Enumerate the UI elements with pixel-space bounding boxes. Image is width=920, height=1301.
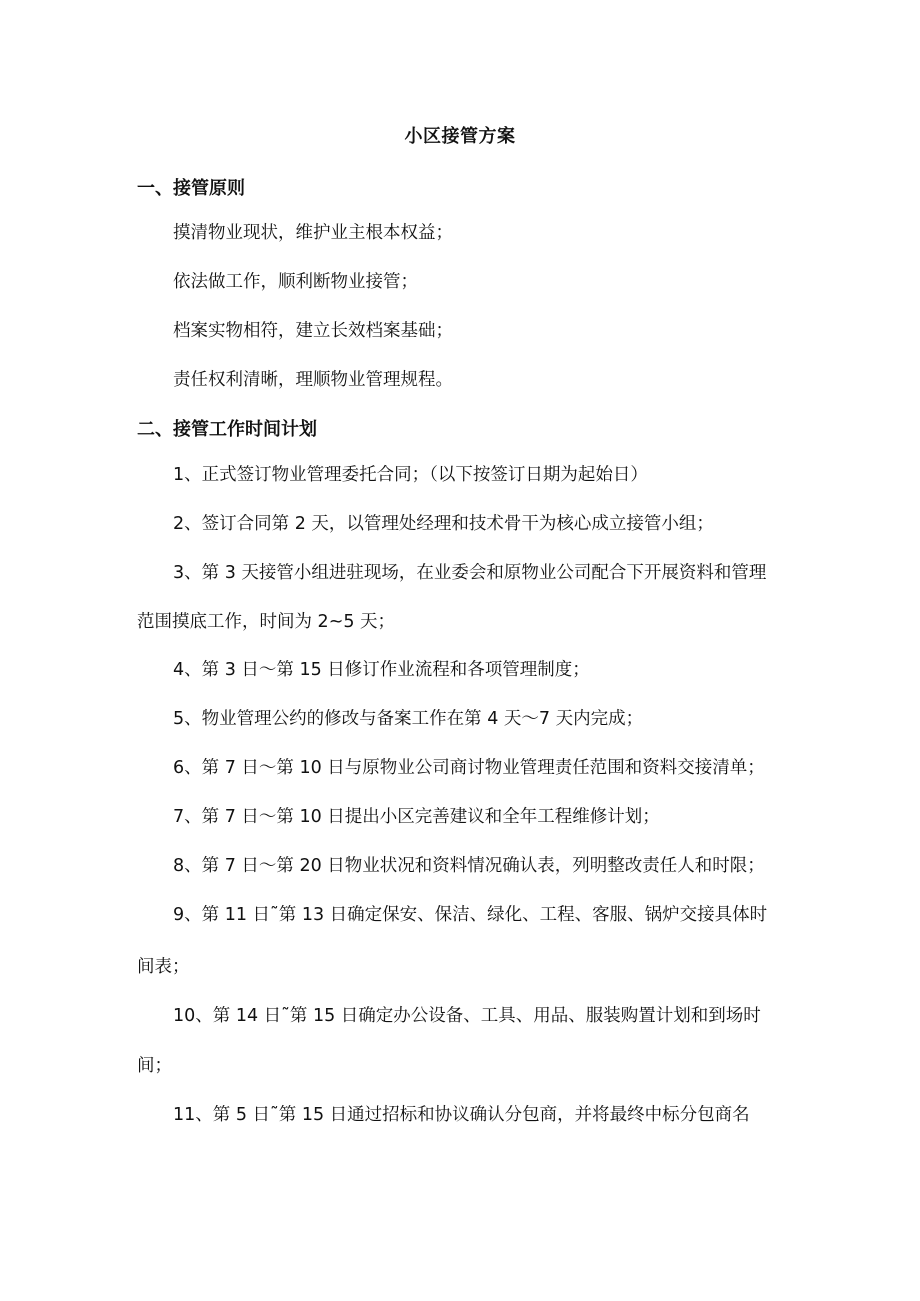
schedule-line: 2、签订合同第 2 天，以管理处经理和技术骨干为核心成立接管小组； [173,514,714,534]
schedule-line: 6、第 7 日～第 10 日与原物业公司商讨物业管理责任范围和资料交接清单； [173,758,765,778]
principle-item: 档案实物相符，建立长效档案基础； [173,321,453,341]
principle-item: 依法做工作，顺利断物业接管； [173,272,418,292]
schedule-line-continuation: 间； [137,1056,172,1076]
schedule-line: 11、第 5 日˜第 15 日通过招标和协议确认分包商，并将最终中标分包商名 [173,1105,750,1125]
section-heading-schedule: 二、接管工作时间计划 [137,419,317,440]
schedule-line: 4、第 3 日～第 15 日修订作业流程和各项管理制度； [173,660,590,680]
schedule-line-continuation: 范围摸底工作，时间为 2~5 天； [137,612,396,632]
schedule-line-continuation: 间表； [137,957,190,977]
principle-item: 责任权利清晰，理顺物业管理规程。 [173,370,453,390]
schedule-line: 3、第 3 天接管小组进驻现场，在业委会和原物业公司配合下开展资料和管理 [173,563,767,583]
schedule-line: 10、第 14 日˜第 15 日确定办公设备、工具、用品、服装购置计划和到场时 [173,1006,761,1026]
principle-item: 摸清物业现状，维护业主根本权益； [173,223,453,243]
schedule-line: 8、第 7 日～第 20 日物业状况和资料情况确认表，列明整改责任人和时限； [173,856,765,876]
document-title: 小区接管方案 [404,126,516,147]
schedule-line: 1、正式签订物业管理委托合同；（以下按签订日期为起始日） [173,465,648,485]
schedule-line: 7、第 7 日～第 10 日提出小区完善建议和全年工程维修计划； [173,807,660,827]
schedule-line: 5、物业管理公约的修改与备案工作在第 4 天～7 天内完成； [173,709,644,729]
section-heading-principles: 一、接管原则 [137,178,245,199]
schedule-line: 9、第 11 日˜第 13 日确定保安、保洁、绿化、工程、客服、锅炉交接具体时 [173,905,768,925]
